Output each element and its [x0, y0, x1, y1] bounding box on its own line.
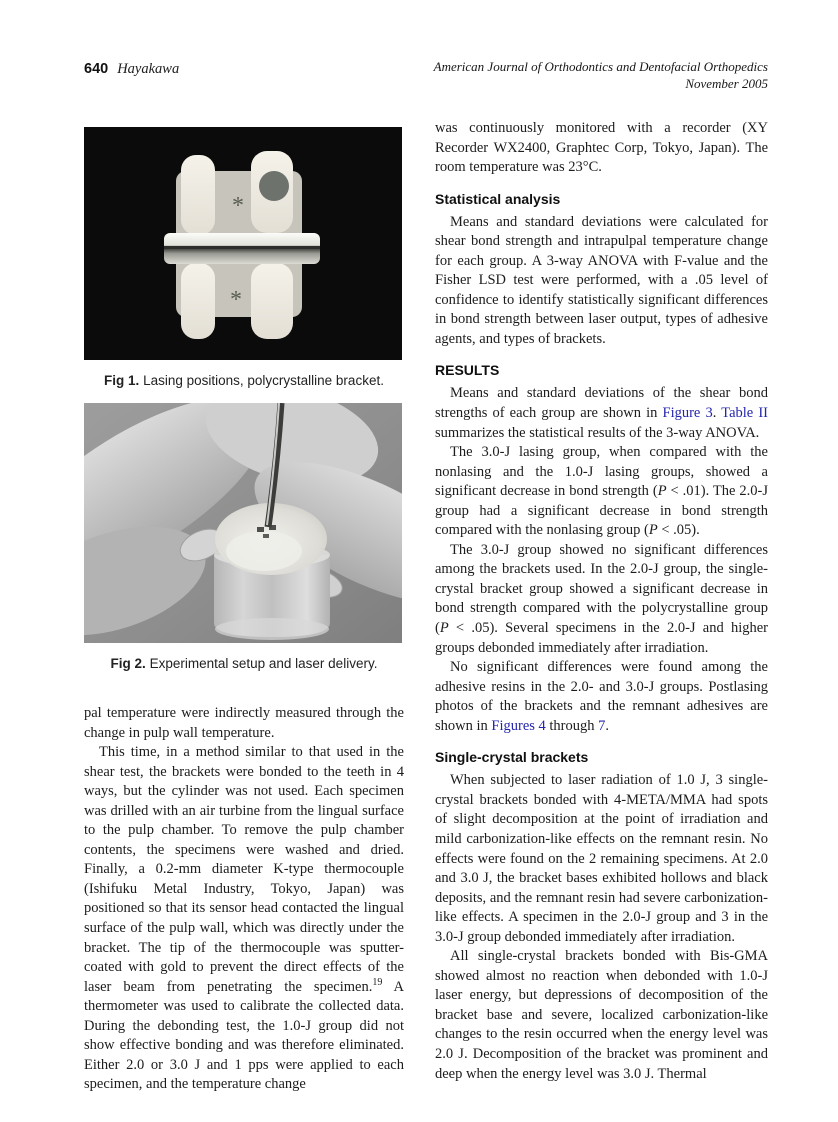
- slot-shadow-line: [164, 246, 320, 249]
- figure-2-photo: [84, 403, 402, 643]
- text-segment: P: [648, 522, 658, 539]
- text-segment: P: [657, 483, 667, 500]
- paragraph-results-4: [435, 658, 768, 736]
- paragraph-pulp-temperature: pal temperature were indirectly measured through the change in pulp wall temperature.: [84, 705, 404, 741]
- reference-dot: [259, 171, 289, 201]
- bracket-wing-lower-right: [251, 263, 293, 339]
- bracket-wing-upper-left: [181, 155, 215, 235]
- running-head-right: [434, 59, 768, 92]
- paragraph-single-crystal-1: When subjected to laser radiation of 1.0 J, 3 single-crystal brackets bonded with 4-META/MMA had spots of slight decomposition at the point of irradiation and mild carbonization-like effects on the remnant resin. No effects were found on the 2 remaining specimens. At 2.0 and 3.0 J, the bracket bases exhibited hollows and black deposits, and the remnant resin had severe carbonization-like effects. A specimen in the 2.0-J group and 3 in the 3.0-J group debonded immediately after irradiation.: [435, 772, 768, 945]
- figure-2-caption: [90, 656, 398, 671]
- text-segment: < .01). The 2.0-J group had a significant decrease in bond strength compared with the nonlasing group (: [435, 483, 768, 539]
- figure-1-label: Fig 1.: [104, 373, 140, 388]
- author-name: Hayakawa: [117, 61, 180, 77]
- lasing-position-marker-lower: *: [230, 287, 242, 313]
- journal-title: American Journal of Orthodontics and Dentofacial Orthopedics: [433, 59, 768, 74]
- bracket-wing-lower-left: [181, 263, 215, 339]
- paragraph-results-1: [435, 384, 768, 443]
- text-segment: P: [439, 620, 449, 637]
- left-column-text: [84, 704, 404, 1095]
- paragraph-method: [84, 743, 404, 1095]
- text-segment: The 3.0-J group showed no significant differences among the brackets used. In the 2.0-J group, the single-crystal bracket group showed a significant decrease in bond strength compared with the polycrystalline group (: [435, 541, 768, 637]
- text-segment: < .05).: [657, 522, 700, 539]
- right-column: [435, 119, 768, 1084]
- paragraph-recorder: was continuously monitored with a recorder (XY Recorder WX2400, Graphtec Corp, Tokyo, Japan). The room temperature was 23°C.: [435, 120, 768, 176]
- paragraph-results-3: [435, 541, 768, 658]
- cross-reference-link[interactable]: Table II: [721, 405, 768, 422]
- left-column: [84, 127, 404, 1095]
- running-head-left: [84, 61, 179, 78]
- text-segment: This time, in a method similar to that used in the shear test, the brackets were bonded to the teeth in 4 ways, but the cylinder was not used. Each specimen was drilled with an air turbine from the lingual surface to the pulp chamber. To remove the pulp chamber contents, the specimens were washed and dried. Finally, a 0.2-mm diameter K-type thermocouple (Ishifuku Metal Industry, Tokyo, Japan) was positioned so that its sensor head contacted the lingual surface of the pulp wall, which was directly under the bracket. The tip of the thermocouple was sputter-coated with gold to prevent the direct effects of the laser beam from penetrating the specimen.: [84, 744, 404, 995]
- figure-2-caption-text: Experimental setup and laser delivery.: [149, 656, 378, 671]
- paragraph-results-2: [435, 443, 768, 541]
- paragraph-statistical: Means and standard deviations were calculated for shear bond strength and intrapulpal temperature change for each group. A 3-way ANOVA with F-value and the Fisher LSD test were performed, with a .05 level of confidence to identify statistically significant differences in bond strength between laser output, types of adhesive agents, and types of brackets.: [435, 213, 768, 347]
- lasing-position-marker-upper: *: [232, 193, 244, 219]
- text-segment: < .05). Several specimens in the 2.0-J and higher groups debonded immediately after irradiation.: [435, 620, 768, 656]
- text-segment: through: [545, 717, 599, 734]
- bracket-mark-lower: [263, 534, 269, 538]
- cross-reference-link[interactable]: Figure 3: [662, 405, 713, 422]
- cross-reference-link[interactable]: Figures 4: [491, 717, 546, 734]
- journal-issue: November 2005: [685, 75, 768, 91]
- reference-superscript: 19: [372, 976, 383, 988]
- text-segment: .: [712, 405, 722, 422]
- text-segment: Means and standard deviations of the shear bond strengths of each group are shown in: [435, 385, 768, 422]
- page-number: 640: [84, 61, 109, 77]
- setup-photo-illustration: [84, 403, 402, 643]
- cross-reference-link[interactable]: 7: [598, 717, 606, 734]
- cylinder-bottom-rim: [215, 618, 329, 640]
- heading-statistical-analysis: Statistical analysis: [435, 190, 561, 207]
- figure-1-caption-text: Lasing positions, polycrystalline bracket.: [143, 373, 384, 388]
- text-segment: A thermometer was used to calibrate the collected data. During the debonding test, the 1.0-J group did not show effective bonding and was therefore eliminated. Either 2.0 or 3.0 J and 1 pps were applied to each specimen, and the temperature change: [84, 978, 405, 1093]
- text-segment: .: [605, 717, 610, 734]
- text-segment: No significant differences were found among the adhesive resins in the 2.0- and 3.0-J groups. Postlasing photos of the brackets and the remnant adhesives are shown in: [435, 659, 768, 734]
- text-segment: The 3.0-J lasing group, when compared with the nonlasing and the 1.0-J lasing groups, showed a significant decrease in bond strength (: [435, 444, 768, 500]
- bracket-mark-left: [257, 527, 264, 532]
- figure-2-label: Fig 2.: [110, 656, 146, 671]
- figure-1-caption: [90, 373, 398, 388]
- figure-1-photo: [84, 127, 402, 360]
- bracket-photo-illustration: [84, 127, 402, 360]
- heading-results: RESULTS: [435, 362, 500, 379]
- heading-single-crystal-brackets: Single-crystal brackets: [435, 749, 589, 766]
- paragraph-single-crystal-2: All single-crystal brackets bonded with Bis-GMA showed almost no reaction when debonded with 1.0-J laser energy, but depressions of decomposition of the bracket base and severe, localized carbonization-like changes to the resin occurred when the energy level was 2.0 J. Decomposition of the bracket was prominent and deep when the energy level was 3.0 J. Thermal: [435, 948, 768, 1082]
- text-segment: summarizes the statistical results of the 3-way ANOVA.: [435, 424, 760, 441]
